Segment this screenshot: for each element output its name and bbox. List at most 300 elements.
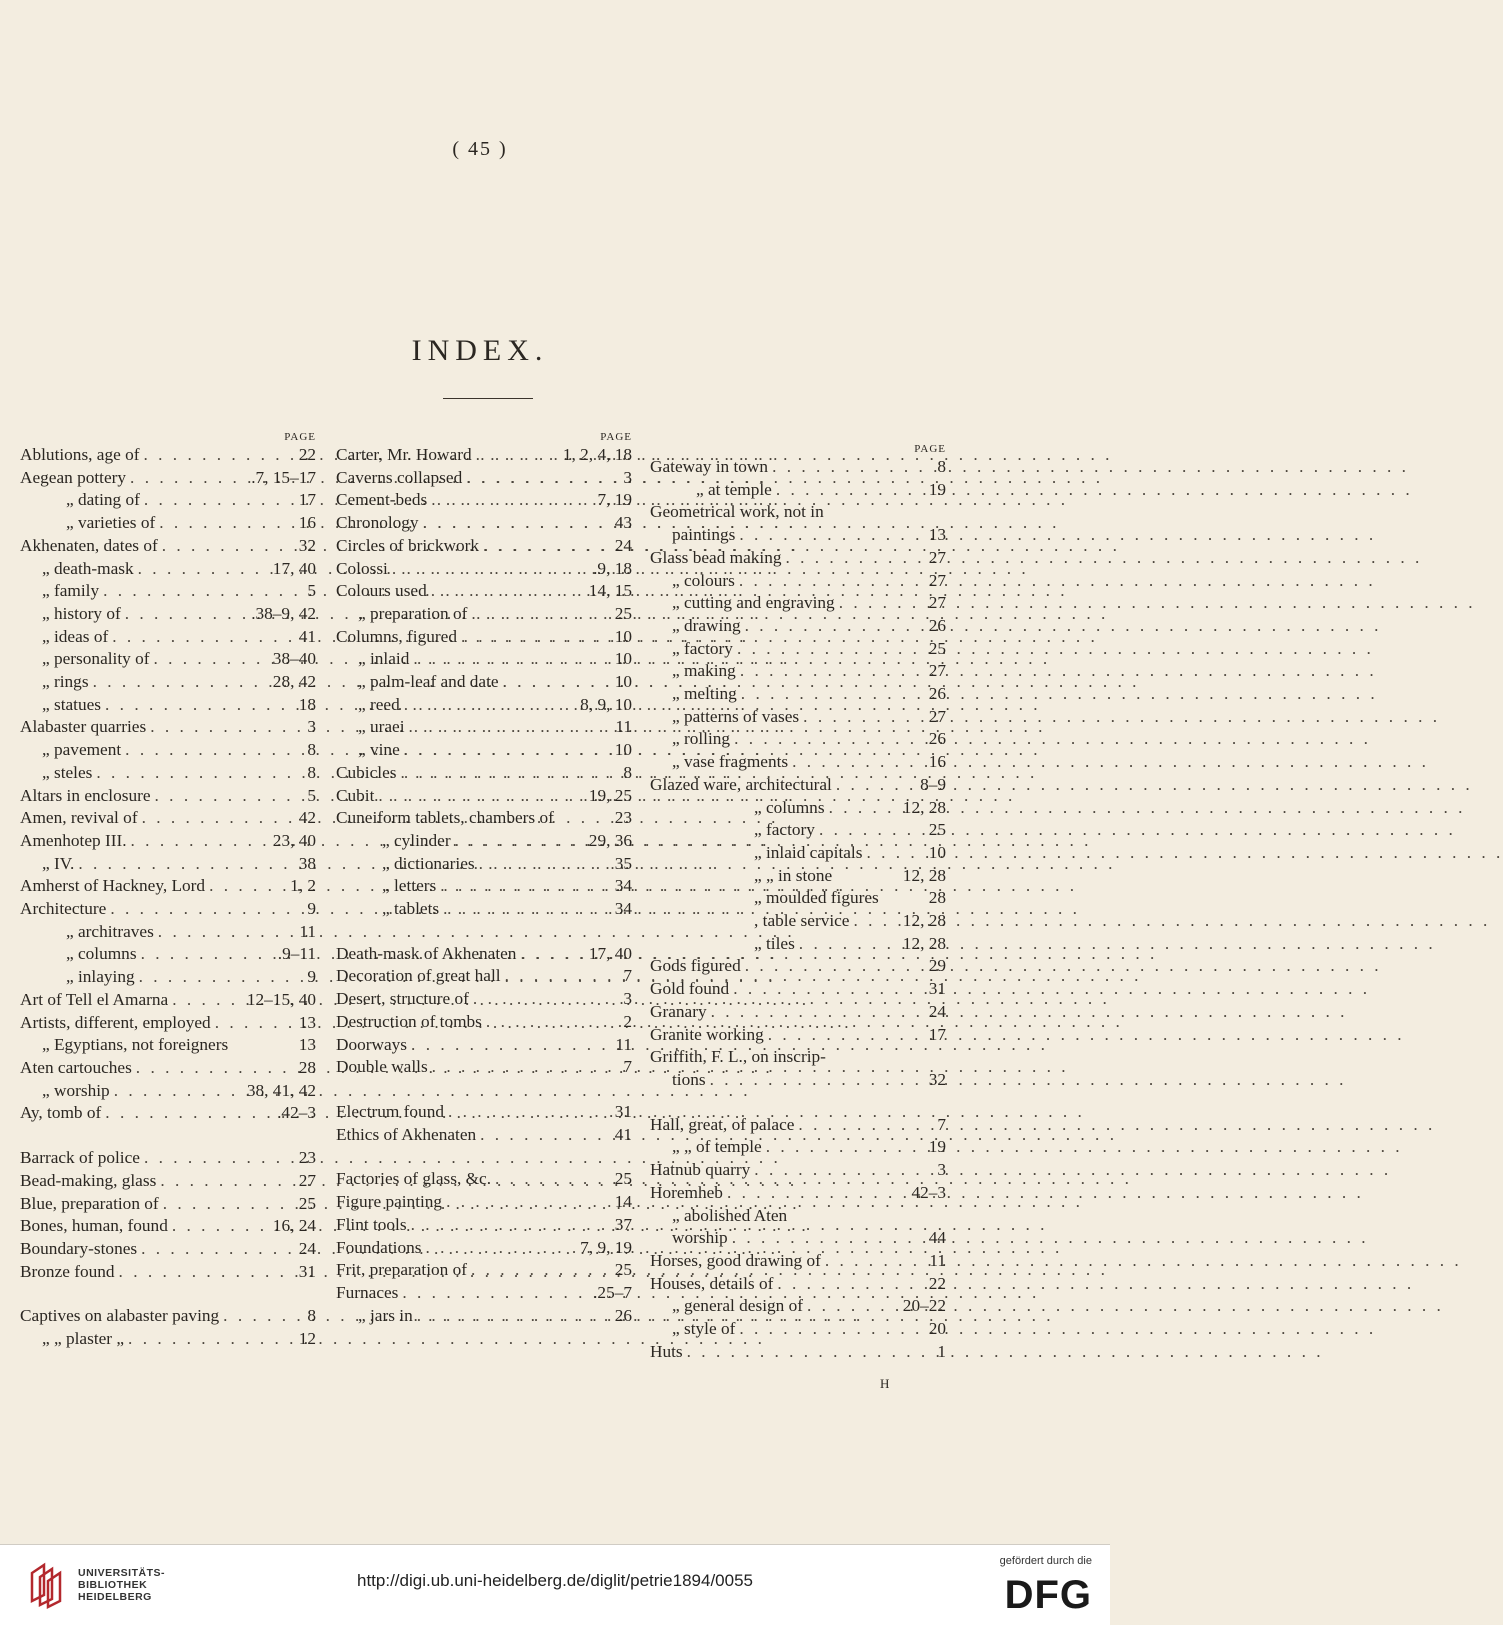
page-reference: 10 (614, 626, 632, 646)
index-term: Cement-beds (336, 490, 428, 510)
page-reference: 34 (614, 876, 632, 896)
dot-leader (735, 1318, 928, 1341)
index-entry (650, 660, 946, 683)
index-entry (20, 603, 316, 626)
page-reference: 1, 2 (290, 876, 316, 896)
dot-leader (475, 853, 615, 876)
dot-leader (439, 898, 615, 921)
dot-leader (168, 1215, 273, 1238)
index-entry (336, 467, 632, 490)
index-entry (20, 875, 316, 898)
page-reference: 10 (614, 649, 632, 669)
index-term: Furnaces (336, 1282, 399, 1302)
index-entry (650, 1114, 946, 1137)
index-term: Caverns collapsed (336, 467, 463, 487)
index-term: Gateway in town (650, 457, 769, 476)
page-reference: 16 (928, 752, 946, 772)
dot-leader (862, 842, 928, 865)
page-reference: 42–3 (911, 1182, 946, 1202)
index-term: „ worship (42, 1080, 110, 1100)
page-reference: 24 (298, 1238, 316, 1258)
index-entry (650, 456, 946, 479)
index-term: Captives on alabaster paving (20, 1306, 220, 1326)
index-term: Cubicles (336, 762, 397, 782)
index-entry (336, 512, 632, 535)
index-entry (336, 807, 632, 830)
page-column-heading: PAGE (284, 431, 316, 443)
index-term: Akhenaten, dates of (20, 535, 158, 555)
dot-leader (89, 671, 273, 694)
page-reference: 31 (614, 1101, 632, 1121)
dot-leader (110, 1080, 247, 1103)
page-reference: 14 (614, 1192, 632, 1212)
page-reference: 27 (928, 570, 946, 590)
index-entry (20, 853, 316, 876)
index-term: „ colours (672, 570, 735, 590)
index-entry (20, 1012, 316, 1035)
index-entry (336, 489, 632, 512)
index-entry (336, 444, 632, 467)
page-reference: 38 (298, 853, 316, 873)
index-term: Destruction of tombs (336, 1011, 482, 1031)
index-entry (650, 751, 946, 774)
page-reference: 8 (307, 1306, 316, 1326)
dot-leader (782, 547, 929, 570)
page-reference: .38–9, 42 (251, 603, 316, 623)
page-reference: 43 (614, 513, 632, 533)
page-reference: 10 (928, 842, 946, 862)
index-entry (20, 1238, 316, 1261)
library-name-line: HEIDELBERG (78, 1591, 152, 1603)
page-reference: 7, 19 (597, 490, 632, 510)
index-term: „ making (672, 661, 736, 681)
index-entry (20, 626, 316, 649)
page-reference: 11 (299, 921, 316, 941)
index-term: Frit, preparation of (336, 1260, 468, 1280)
dot-leader (405, 716, 616, 739)
index-entry (20, 1057, 316, 1080)
index-entry (336, 671, 632, 694)
page-reference: 42 (298, 808, 316, 828)
index-entry (20, 467, 316, 490)
index-entry (20, 1080, 316, 1103)
page-reference: 23, 40 (272, 830, 316, 850)
page-column-heading: PAGE (914, 443, 946, 455)
dot-leader (106, 898, 307, 921)
page-reference: 7 (623, 966, 632, 986)
index-entry (650, 1273, 946, 1296)
index-term: „ rolling (672, 729, 731, 749)
index-entry (336, 535, 632, 558)
index-term: , table service (754, 911, 850, 931)
page-reference: 23 (614, 808, 632, 828)
page-reference: 25 (928, 638, 946, 658)
page-reference: 38–40 (272, 649, 316, 669)
page-reference: 22 (298, 445, 316, 464)
dot-leader (140, 489, 299, 512)
index-term: Glass bead making (650, 547, 782, 567)
index-term: Bead-making, glass (20, 1170, 157, 1190)
index-entry (336, 875, 632, 898)
index-term: Aegean pottery (20, 467, 127, 487)
index-term: „ jars in (358, 1305, 413, 1325)
dot-leader (768, 456, 937, 479)
dot-leader (457, 626, 615, 649)
index-term: „ factory (672, 638, 733, 658)
page-reference: 8 (623, 762, 632, 782)
dot-leader (476, 1124, 615, 1147)
dot-leader (140, 1147, 299, 1170)
dot-leader (137, 943, 278, 966)
index-term: Artists, different, employed (20, 1012, 211, 1032)
index-entry (650, 706, 946, 729)
index-entry (336, 1011, 632, 1034)
dot-leader (736, 660, 929, 683)
dot-leader (211, 1012, 299, 1035)
index-entry (650, 479, 946, 502)
index-term: Ethics of Akhenaten (336, 1124, 477, 1144)
page-reference: 37 (614, 1214, 632, 1234)
page-reference: 25 (928, 820, 946, 840)
index-entry (20, 898, 316, 921)
index-entry (650, 978, 946, 1001)
page-reference: 18 (298, 694, 316, 714)
page-reference: 12, 28 (902, 933, 946, 953)
page-reference: 19 (928, 1137, 946, 1157)
page-reference: 17 (298, 490, 316, 510)
page-reference: 5 (307, 785, 316, 805)
index-entry (650, 797, 946, 820)
page-reference: 11 (615, 1034, 632, 1054)
dot-leader (388, 558, 593, 581)
index-term: Geometrical work, not in (650, 502, 824, 522)
index-entry (336, 1259, 632, 1282)
index-term: Altars in enclosure (20, 785, 151, 805)
index-entry (650, 638, 946, 661)
index-entry (336, 694, 632, 717)
index-entry (20, 1170, 316, 1193)
index-entry (650, 547, 946, 570)
index-term: „ factory (754, 820, 815, 840)
dot-leader (374, 785, 588, 808)
section-gap (20, 1283, 316, 1305)
index-entry (20, 580, 316, 603)
index-term: „ architraves (66, 921, 154, 941)
index-entry (336, 716, 632, 739)
page-reference: 7 (937, 1114, 946, 1134)
index-entry (20, 716, 316, 739)
index-term: Gods figured (650, 956, 741, 976)
index-term: „ moulded figures (754, 888, 879, 908)
dot-leader (158, 535, 299, 558)
dot-leader (74, 853, 298, 876)
index-entry (650, 728, 946, 751)
index-term: Factories of glass, &c. (336, 1169, 492, 1189)
index-term: „ varieties of (66, 513, 156, 533)
page-reference: 3 (937, 1160, 946, 1180)
index-term: „ columns (754, 797, 825, 817)
page-reference: 26 (928, 729, 946, 749)
dot-leader (419, 512, 615, 535)
index-term: Houses, details of (650, 1273, 774, 1293)
index-term: „ „ of temple (672, 1137, 762, 1157)
index-entry (650, 865, 946, 888)
index-entry (20, 648, 316, 671)
dot-leader (138, 807, 299, 830)
index-term: „ death-mask (42, 558, 134, 578)
index-term: Columns, figured (336, 626, 457, 646)
index-entry (336, 1124, 632, 1147)
dot-leader (132, 1057, 299, 1080)
dot-leader (479, 535, 615, 558)
page-reference: 9 (307, 899, 316, 919)
index-entry (336, 898, 632, 921)
page-reference: 32 (298, 535, 316, 555)
index-term: Art of Tell el Amarna (20, 989, 169, 1009)
dot-leader (516, 943, 588, 966)
page-reference: 27 (928, 706, 946, 726)
page-reference: 23 (298, 1148, 316, 1168)
index-term: „ pavement (42, 740, 122, 760)
dot-leader (825, 797, 903, 820)
page-reference: 25 (614, 603, 632, 623)
dot-leader (400, 694, 580, 717)
index-term: Flint tools (336, 1214, 407, 1234)
page-reference: 26 (614, 1305, 632, 1325)
page-reference: 3 (623, 467, 632, 487)
index-term: Decoration of great hall (336, 966, 501, 986)
index-term: Cubit (336, 785, 375, 805)
index-term: paintings (672, 525, 736, 545)
dot-leader (482, 1011, 623, 1034)
index-entry (650, 1341, 946, 1364)
page-reference: 5 (307, 581, 316, 601)
index-term: Hall, great, of palace (650, 1114, 795, 1134)
page-reference: 12–15, 40 (246, 989, 316, 1009)
page-reference: 28 (928, 888, 946, 908)
page-reference: 1, 2, 4, 18 (562, 445, 632, 464)
page-reference: 41 (614, 1124, 632, 1144)
page-reference: 9 (307, 967, 316, 987)
index-term: Gold found (650, 979, 730, 999)
index-entry (336, 580, 632, 603)
page-reference: 22 (928, 1273, 946, 1293)
dot-leader (115, 1261, 299, 1284)
index-term: „ abolished Aten (672, 1205, 788, 1225)
dot-leader (741, 615, 929, 638)
page-reference: 27 (298, 1170, 316, 1190)
index-term: „ ideas of (42, 626, 109, 646)
page-reference: 19, 25 (588, 785, 632, 805)
index-term: „ inlaying (66, 967, 135, 987)
page-reference: 25 (614, 1169, 632, 1189)
page-reference: .25–7 (593, 1282, 632, 1302)
page-reference: 26 (928, 684, 946, 704)
index-term: Amen, revival of (20, 808, 138, 828)
index-entry (650, 774, 946, 797)
index-column-1 (20, 430, 316, 1351)
page-reference: 44 (928, 1228, 946, 1248)
section-gap (650, 1092, 946, 1114)
index-term: Amenhotep III. (20, 830, 127, 850)
index-entry (20, 830, 316, 853)
index-term: „ preparation of (358, 603, 468, 623)
index-term: Griffith, F. L., on inscrip- (650, 1047, 826, 1067)
page-reference: 16, 24 (272, 1216, 316, 1236)
index-term: Blue, preparation of (20, 1193, 159, 1213)
index-entry (336, 1191, 632, 1214)
section-gap (336, 921, 632, 943)
dot-leader (101, 1102, 277, 1125)
page-reference: 13 (298, 1035, 316, 1055)
index-entry (650, 819, 946, 842)
index-term: „ inlaid (358, 649, 410, 669)
index-term: „ tiles (754, 933, 795, 953)
funding-text: gefördert durch die (999, 1555, 1092, 1567)
page-reference: 8, 9, 10 (580, 694, 632, 714)
dot-leader (155, 512, 298, 535)
index-term: Aten cartouches (20, 1057, 132, 1077)
index-entry (336, 1168, 632, 1191)
dot-leader (407, 1034, 615, 1057)
dot-leader (772, 479, 929, 502)
index-term: Horses, good drawing of (650, 1250, 821, 1270)
index-entry (20, 739, 316, 762)
dot-leader (101, 694, 299, 717)
index-entries (336, 444, 632, 1327)
dot-leader (832, 774, 920, 797)
index-term: „ steles (42, 762, 93, 782)
index-entry (20, 921, 316, 944)
page-reference: 14, 15 (588, 581, 632, 601)
dot-leader (427, 580, 589, 603)
dot-leader (134, 558, 273, 581)
section-gap (20, 1125, 316, 1147)
index-term: Glazed ware, architectural (650, 774, 832, 794)
dot-leader (427, 489, 597, 512)
dot-leader (442, 1191, 615, 1214)
dot-leader (92, 762, 307, 785)
dot-leader (121, 603, 251, 626)
dot-leader (735, 524, 928, 547)
index-entry (650, 524, 946, 547)
page-reference: 26 (928, 615, 946, 635)
index-entry (20, 1193, 316, 1216)
index-term: „ IV. (42, 853, 75, 873)
dot-leader (728, 1227, 929, 1250)
index-entry (336, 648, 632, 671)
index-term: „ Egyptians, not foreigners (42, 1035, 229, 1055)
index-entry (336, 762, 632, 785)
dot-leader (733, 638, 929, 661)
dot-leader (729, 978, 929, 1001)
index-entry (20, 512, 316, 535)
dot-leader (788, 751, 929, 774)
dot-leader (750, 1159, 937, 1182)
index-entry (20, 807, 316, 830)
index-entry (650, 955, 946, 978)
index-entry (20, 989, 316, 1012)
page-reference: .42–3 (277, 1103, 316, 1123)
index-term: „ general design of (672, 1296, 803, 1316)
dot-leader (146, 716, 307, 739)
dot-leader (159, 1193, 299, 1216)
footer-bar (0, 1544, 1110, 1625)
dot-leader (795, 933, 903, 956)
dot-leader (127, 830, 273, 853)
index-entry (20, 785, 316, 808)
dot-leader (723, 1182, 911, 1205)
index-entry (20, 1034, 316, 1057)
dot-leader (140, 444, 299, 467)
index-entries (650, 456, 946, 1363)
index-term: „ letters (382, 876, 437, 896)
page-reference: 35 (614, 853, 632, 873)
page-reference: 17, 40 (272, 558, 316, 578)
page-reference: 34 (614, 899, 632, 919)
index-term: „ rings (42, 672, 89, 692)
index-term: Electrum found (336, 1101, 444, 1121)
dot-leader (730, 728, 929, 751)
index-entry (650, 1205, 946, 1228)
index-entry (650, 1136, 946, 1159)
index-entry (650, 615, 946, 638)
index-entry (650, 842, 946, 865)
dot-leader (849, 910, 902, 933)
index-entry (650, 1024, 946, 1047)
index-term: „ inlaid capitals (754, 842, 863, 862)
index-term: Circles of brickwork (336, 535, 480, 555)
page-reference: 38, 41, 42 (246, 1080, 316, 1100)
page-reference: 19 (928, 479, 946, 499)
page-reference: 3 (307, 717, 316, 737)
dot-leader (400, 739, 615, 762)
dot-leader (467, 603, 614, 626)
index-term: „ patterns of vases (672, 706, 800, 726)
section-gap (336, 1146, 632, 1168)
dot-leader (121, 739, 307, 762)
page-reference: 3 (623, 989, 632, 1009)
index-entry (650, 1001, 946, 1024)
index-entry (650, 887, 946, 910)
page-reference: 20 (928, 1319, 946, 1339)
dot-leader (156, 1170, 298, 1193)
index-term: Bronze found (20, 1261, 115, 1281)
index-term: „ „ plaster „ (42, 1329, 125, 1349)
dot-leader (421, 1237, 580, 1260)
dot-leader (409, 648, 614, 671)
page-reference: 12, 28 (902, 797, 946, 817)
index-entry (650, 1046, 946, 1069)
index-entry (20, 694, 316, 717)
page-reference: 1 (937, 1341, 946, 1361)
page-reference: .9, 18 (593, 558, 632, 578)
dot-leader (764, 1024, 929, 1047)
permalink-url[interactable]: http://digi.ub.uni-heidelberg.de/diglit/petrie1894/0055 (356, 1571, 753, 1590)
dot-leader (741, 955, 929, 978)
page-reference: 27 (928, 593, 946, 613)
dot-leader (469, 988, 623, 1011)
index-term: „ personality of (42, 649, 150, 669)
dot-leader (396, 762, 623, 785)
index-entry (20, 1261, 316, 1284)
index-term: „ vase fragments (672, 752, 789, 772)
dot-leader (150, 648, 273, 671)
dot-leader (803, 1295, 903, 1318)
index-term: Alabaster quarries (20, 717, 147, 737)
page-reference: 27 (928, 547, 946, 567)
dot-leader (413, 1305, 615, 1328)
